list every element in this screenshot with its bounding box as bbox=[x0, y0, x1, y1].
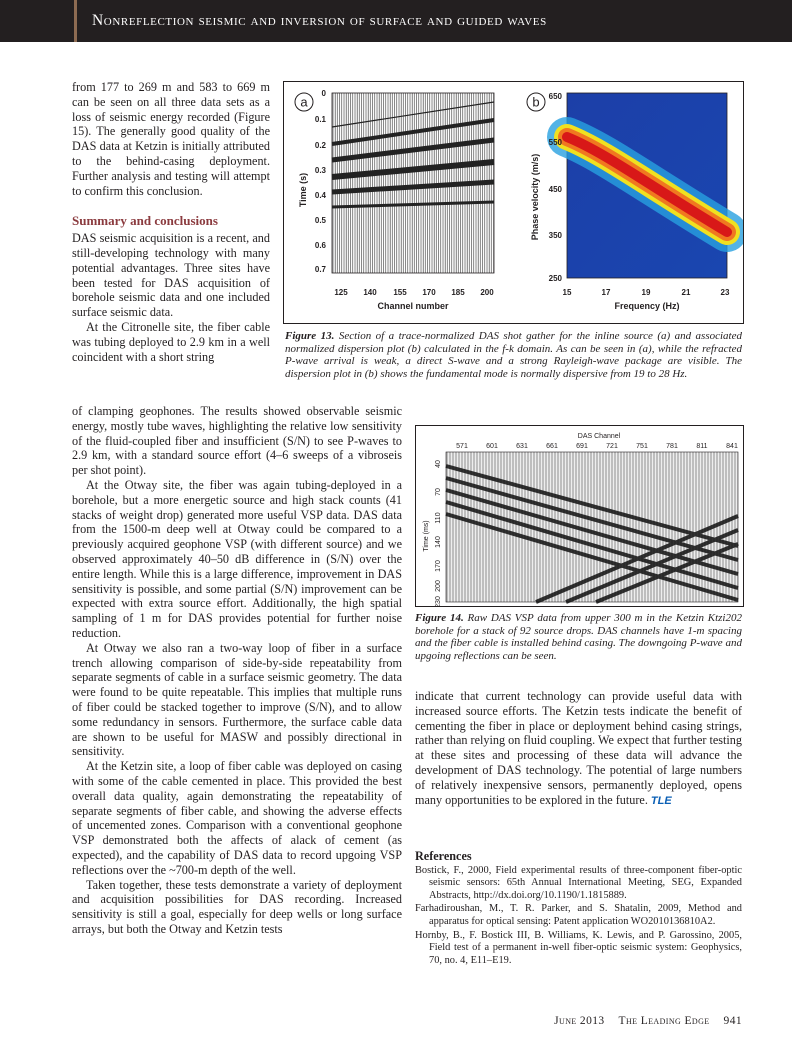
caption-text: Raw DAS VSP data from upper 300 m in the Ketzin Ktzi202 borehole for a stack of 92 source drops. DAS channels have 1-m spacing and the fiber cable is installed behind casing. The downgoing P-wave and upgoing reflections can be seen. bbox=[415, 612, 742, 662]
paragraph bbox=[415, 689, 742, 808]
panel-a-yticks bbox=[315, 89, 327, 274]
panel-b-xticks bbox=[563, 288, 730, 297]
fig14-xtick: 751 bbox=[636, 443, 648, 450]
fig14-ytick: 170 bbox=[435, 560, 442, 572]
b-xtick: 23 bbox=[720, 288, 730, 297]
journal-name: The Leading Edge bbox=[618, 1015, 710, 1027]
running-header bbox=[0, 0, 792, 42]
reference-item: Farhadiroushan, M., T. R. Parker, and S. Shatalin, 2009, Method and apparatus for optical sensing: Patent application WO2010136810A2. bbox=[415, 903, 742, 927]
fig14-xtick: 781 bbox=[666, 443, 678, 450]
b-ytick: 650 bbox=[548, 92, 562, 101]
b-ytick: 450 bbox=[548, 185, 562, 194]
b-x-axis-label: Frequency (Hz) bbox=[614, 301, 680, 311]
reference-item: Bostick, F., 2000, Field experimental results of three-component fiber-optic seismic sensors: 65th Annual International Meeting, SEG, Expanded Abstracts, http://dx.doi.org/10.1190/1.1815889. bbox=[415, 864, 742, 901]
b-ytick: 550 bbox=[548, 138, 562, 147]
fig14-ytick: 230 bbox=[435, 596, 442, 606]
paragraph: At the Otway site, the fiber was again tubing-deployed in a borehole, but a more energetic source and high stack counts (41 stacks of weight drop) generated more useful VSP data. DAS data from the 1500-m deep well at Otway could be compared to a previously acquired geophone VSP (with different source) and we observed approximately 40–50 dB difference in (S/N) over the entire length. While this is a large difference, improvement in DAS sensitivity is possible, and some partial (S/N) improvement can be expected with extra source effort. Additionally, the high spatial sampling of 1 m for DAS provides potential for further noise reduction. bbox=[72, 477, 402, 640]
section-title: Nonreflection seismic and inversion of surface and guided waves bbox=[92, 12, 547, 29]
fig14-xtick: 691 bbox=[576, 443, 588, 450]
fig14-yticks bbox=[435, 460, 442, 606]
a-xtick: 140 bbox=[363, 288, 377, 297]
b-xtick: 19 bbox=[641, 288, 651, 297]
paragraph: of clamping geophones. The results showed observable seismic energy, mostly tube waves, highlighting the relative low sensitivity of the fluid-coupled fiber and insufficient (S/N) to see P-waves to 2.9 km, with a standard source effort (4–6 sweeps of a vibroseis per shot point). bbox=[72, 404, 402, 478]
reference-item: Hornby, B., F. Bostick III, B. Williams, K. Lewis, and P. Garossino, 2005, Field test of a permanent in-well fiber-optic seismic system: Geophysics, 70, no. 4, E11–E19. bbox=[415, 929, 742, 966]
paragraph: Taken together, these tests demonstrate a variety of deployment and acquisition possibilities for DAS recording. Increased sensitivity is still a goal, especially for deep wells or long surface arrays, but both the Otway and Ketzin tests bbox=[72, 877, 402, 936]
fig14-ytick: 40 bbox=[435, 460, 442, 468]
a-xtick: 170 bbox=[422, 288, 436, 297]
references bbox=[415, 850, 742, 968]
figure-13 bbox=[283, 81, 744, 324]
panel-b-label: b bbox=[532, 94, 540, 110]
a-ytick: 0 bbox=[321, 89, 326, 98]
b-xtick: 15 bbox=[562, 288, 572, 297]
issue-date: June 2013 bbox=[554, 1015, 605, 1027]
left-column-top bbox=[72, 80, 270, 364]
page-footer bbox=[540, 1015, 742, 1027]
references-heading: References bbox=[415, 849, 472, 863]
b-y-axis-label: Phase velocity (m/s) bbox=[530, 153, 540, 241]
das-channel-label: DAS Channel bbox=[577, 433, 621, 440]
right-column bbox=[415, 689, 742, 808]
a-xtick: 125 bbox=[334, 288, 348, 297]
b-xtick: 21 bbox=[681, 288, 691, 297]
fig14-xtick: 841 bbox=[726, 443, 738, 450]
caption-label: Figure 13. bbox=[285, 330, 335, 342]
fig14-xtick: 571 bbox=[456, 443, 468, 450]
figure-14-caption bbox=[415, 612, 742, 662]
b-xtick: 17 bbox=[601, 288, 611, 297]
a-ytick: 0.5 bbox=[314, 216, 326, 225]
page-number: 941 bbox=[723, 1015, 742, 1027]
a-ytick: 0.1 bbox=[314, 115, 326, 124]
a-y-axis-label: Time (s) bbox=[298, 172, 308, 208]
fig14-xtick: 721 bbox=[606, 443, 618, 450]
a-ytick: 0.4 bbox=[314, 191, 326, 200]
figure-13-caption bbox=[285, 330, 742, 380]
a-ytick: 0.7 bbox=[314, 265, 326, 274]
b-ytick: 250 bbox=[548, 274, 562, 283]
figure-13-graphic bbox=[284, 82, 743, 323]
fig14-xtick: 601 bbox=[486, 443, 498, 450]
fig14-xtick: 661 bbox=[546, 443, 558, 450]
a-ytick: 0.6 bbox=[314, 241, 326, 250]
fig14-xtick: 631 bbox=[516, 443, 528, 450]
fig14-ytick: 200 bbox=[435, 580, 442, 592]
tle-logo: TLE bbox=[650, 794, 672, 807]
caption-text: Section of a trace-normalized DAS shot gather for the inline source (a) and associated normalized dispersion plot (b) calculated in the f-k domain. As can be seen in (a), while the refracted P-wave arrival is weak, a direct S-wave and a strong Rayleigh-wave package are visible. The dispersion plot in (b) shows the fundamental mode is normally dispersive from 19 to 28 Hz. bbox=[285, 330, 742, 380]
fig14-xticks bbox=[456, 443, 738, 450]
fig14-y-axis-label: Time (ms) bbox=[423, 520, 430, 552]
fig14-ytick: 70 bbox=[435, 488, 442, 496]
figure-14 bbox=[415, 425, 744, 607]
a-xtick: 185 bbox=[451, 288, 465, 297]
panel-a-xticks bbox=[334, 288, 494, 297]
left-column-main bbox=[72, 404, 402, 937]
figure-14-graphic bbox=[416, 426, 743, 606]
b-ytick: 350 bbox=[548, 231, 562, 240]
paragraph-text: indicate that current technology can provide useful data with increased source efforts. The Ketzin tests indicate the benefit of cementing the fiber in place or deployment behind casing strings, rather than relying on fluid coupling. We expect that further testing at these sites and processing of these data will advance the development of DAS technology. The potential of large numbers of relatively inexpensive sensors, permanently deployed, opens many opportunities to be explored in the future. bbox=[415, 689, 742, 807]
paragraph: At the Ketzin site, a loop of fiber cable was deployed on casing with some of the cable cemented in place. This provided the best overall data quality, again demonstrating the repeatability of separate segments of fiber cable, and showing the adverse effects of uncemented zones. Comparison with a conventional geophone VSP demonstrated both the affects of alack of cement (as expected), and the capability of DAS data to record upgoing VSP reflections over the ~700-m depth of the well. bbox=[72, 759, 402, 877]
section-heading: Summary and conclusions bbox=[72, 213, 218, 229]
paragraph: At the Citronelle site, the fiber cable was tubing deployed to 2.9 km in a well coincident with a short string bbox=[72, 319, 270, 364]
header-accent-bar bbox=[74, 0, 77, 42]
a-ytick: 0.2 bbox=[314, 141, 326, 150]
paragraph: DAS seismic acquisition is a recent, and still-developing technology with many potential advantages. Three sites have been tested for DAS acquisition of borehole seismic data and one included surface seismic data. bbox=[72, 231, 270, 320]
a-xtick: 155 bbox=[393, 288, 407, 297]
caption-label: Figure 14. bbox=[415, 612, 464, 624]
a-xtick: 200 bbox=[480, 288, 494, 297]
fig14-ytick: 140 bbox=[435, 536, 442, 548]
paragraph: At Otway we also ran a two-way loop of fiber in a surface trench allowing comparison of side-by-side repeatability from separate segments of cable in a surface seismic geometry. The data were found to be quite repeatable. This implies that multiple runs of fiber could be stacked together to improve (S/N), and to allow some redundancy in sensors. Furthermore, the surface cable data are shown to be useful for MASW and possibly directional in sensitivity. bbox=[72, 640, 402, 759]
a-ytick: 0.3 bbox=[314, 166, 326, 175]
paragraph: from 177 to 269 m and 583 to 669 m can be seen on all three data sets as a loss of seismic energy recorded (Figure 15). The generally good quality of the DAS data at Ketzin is initially attributed to the behind-casing deployment. Further analysis and testing will attempt to confirm this conclusion. bbox=[72, 80, 270, 198]
panel-a-label: a bbox=[300, 94, 308, 110]
fig14-ytick: 110 bbox=[435, 512, 442, 524]
a-x-axis-label: Channel number bbox=[377, 301, 449, 311]
fig14-xtick: 811 bbox=[696, 443, 708, 450]
